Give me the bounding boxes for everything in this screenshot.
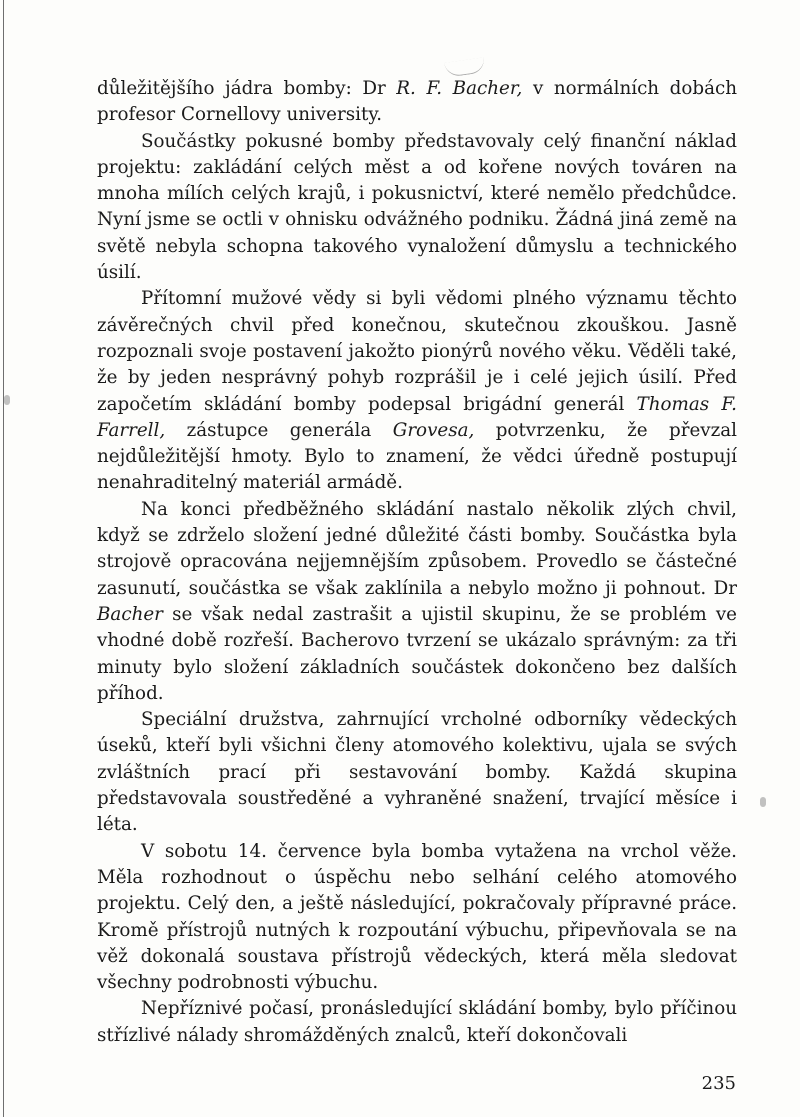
text-run: Na konci předběžného skládání nastalo několik zlých chvil, když se zdrželo složení jedné důležité části bomby. Součástka byla strojově opracována nejjemnějším způsobem. Provedlo se částečné zasunutí, součástka se však zaklínila a nebylo možno ji pohnout. Dr: [97, 498, 737, 599]
italic-name: Bacher: [97, 603, 163, 625]
body-text: [97, 76, 737, 1049]
text-run: v normálních dobách profesor Cornellovy university.: [97, 78, 737, 126]
page-edge-line: [3, 0, 4, 1117]
paragraph: [97, 996, 737, 1049]
margin-mark: [760, 797, 766, 807]
italic-name: Grovesa,: [392, 419, 475, 441]
paragraph: [97, 839, 737, 997]
margin-mark: [4, 395, 10, 405]
text-run: zástupce generála: [165, 419, 393, 441]
paragraph: [97, 76, 737, 129]
text-run: Přítomní mužové vědy si byli vědomi plného významu těchto závěrečných chvil před konečnou, skutečnou zkouškou. Jasně rozpoznali svoje postavení jakožto pionýrů nového věku. Věděli také, že by jeden nesprávný pohyb rozprášil je i celé jejich úsilí. Před započetím skládání bomby podepsal brigádní generál: [97, 288, 737, 415]
pencil-mark: [444, 57, 486, 77]
italic-name: Thomas F. Farrell,: [97, 393, 737, 441]
page-number: 235: [701, 1073, 736, 1094]
text-run: potvrzenku, že převzal nejdůležitější hmoty. Bylo to znamení, že vědci úředně postupují nenahraditelný materiál armádě.: [97, 419, 737, 494]
paragraph: [97, 707, 737, 838]
italic-name: R. F. Bacher,: [396, 78, 523, 99]
paragraph: [97, 286, 737, 496]
text-run: V sobotu 14. července byla bomba vytažena na vrchol věže. Měla rozhodnout o úspěchu nebo selhání celého atomového projektu. Celý den, a ještě následující, pokračovaly přípravné práce. Kromě přístrojů nutných k rozpoutání výbuchu, připevňovala se na věž dokonalá soustava přístrojů vědeckých, která měla sledovat všechny podrobnosti výbuchu.: [97, 840, 737, 994]
text-run: se však nedal zastrašit a ujistil skupinu, že se problém ve vhodné době rozřeší. Bacherovo tvrzení se ukázalo správným: za tři minuty bylo složení základních součástek dokončeno bez dalších příhod.: [97, 603, 737, 704]
text-run: Nepříznivé počasí, pronásledující skládání bomby, bylo příčinou střízlivé nálady shromážděných znalců, kteří dokončovali: [97, 998, 737, 1046]
text-run: důležitějšího jádra bomby: Dr: [97, 78, 397, 99]
paragraph: [97, 129, 737, 287]
text-run: Speciální družstva, zahrnující vrcholné odborníky vědeckých úseků, kteří byli všichni členy atomového kolektivu, ujala se svých zvláštních prací při sestavování bomby. Každá skupina představovala soustředěné a vyhraněné snažení, trvající měsíce i léta.: [97, 709, 737, 836]
text-run: Součástky pokusné bomby představovaly celý finanční náklad projektu: zakládání celých měst a od kořene nových továren na mnoha mílích celých krajů, i pokusnictví, které nemělo předchůdce. Nyní jsme se octli v ohnisku odvážného podniku. Žádná jiná země na světě nebyla schopna takového vynaložení důmyslu a technického úsilí.: [97, 130, 737, 284]
paragraph: [97, 497, 737, 707]
